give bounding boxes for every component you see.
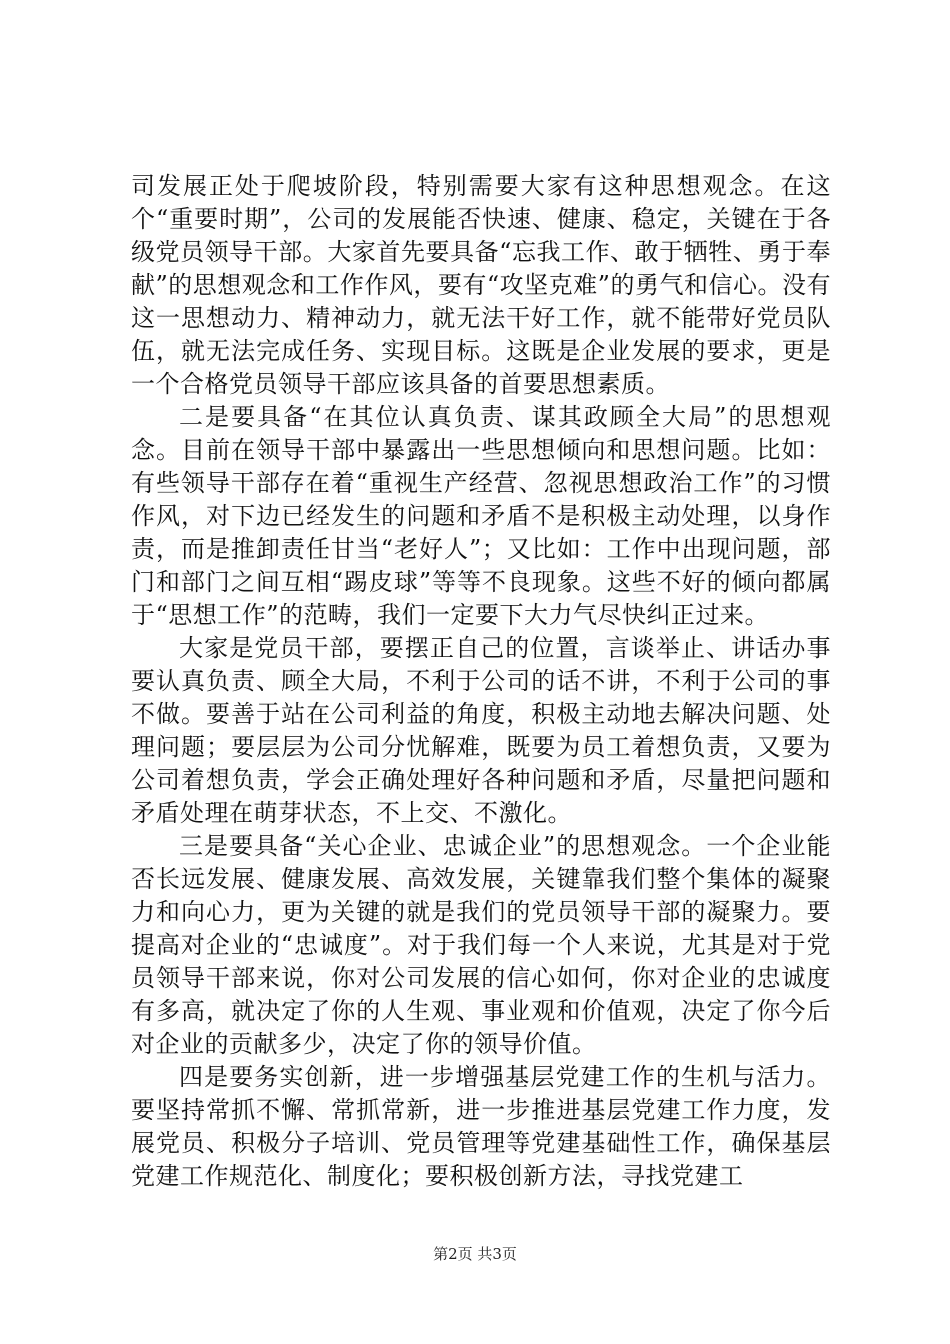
paragraph-2: 二是要具备“在其位认真负责、谋其政顾全大局”的思想观念。目前在领导干部中暴露出一些思想倾向和思想问题。比如：有些领导干部存在着“重视生产经营、忽视思想政治工作”的习惯作风，对下边已经发生的问题和矛盾不是积极主动处理，以身作责，而是推卸责任甘当“老好人”；又比如：工作中出现问题，部门和部门之间互相“踢皮球”等等不良现象。这些不好的倾向都属于“思想工作”的范畴，我们一定要下大力气尽快纠正过来。 bbox=[131, 403, 831, 629]
paragraph-5: 四是要务实创新，进一步增强基层党建工作的生机与活力。要坚持常抓不懈、常抓常新，进一步推进基层党建工作力度，发展党员、积极分子培训、党员管理等党建基础性工作，确保基层党建工作规范化、制度化；要积极创新方法，寻找党建工 bbox=[131, 1063, 831, 1190]
paragraph-3: 大家是党员干部，要摆正自己的位置，言谈举止、讲话办事要认真负责、顾全大局，不利于公司的话不讲，不利于公司的事不做。要善于站在公司利益的角度，积极主动地去解决问题、处理问题；要层层为公司分忧解难，既要为员工着想负责，又要为公司着想负责，学会正确处理好各种问题和矛盾，尽量把问题和矛盾处理在萌芽状态，不上交、不激化。 bbox=[131, 634, 831, 827]
paragraph-1: 司发展正处于爬坡阶段，特别需要大家有这种思想观念。在这个“重要时期”，公司的发展能否快速、健康、稳定，关键在于各级党员领导干部。大家首先要具备“忘我工作、敢于牺牲、勇于奉献”的思想观念和工作作风，要有“攻坚克难”的勇气和信心。没有这一思想动力、精神动力，就无法干好工作，就不能带好党员队伍，就无法完成任务、实现目标。这既是企业发展的要求，更是一个合格党员领导干部应该具备的首要思想素质。 bbox=[131, 172, 831, 398]
page-footer: 第2页 共3页 bbox=[433, 1245, 517, 1263]
paragraph-4: 三是要具备“关心企业、忠诚企业”的思想观念。一个企业能否长远发展、健康发展、高效发展，关键靠我们整个集体的凝聚力和向心力，更为关键的就是我们的党员领导干部的凝聚力。要提高对企业的“忠诚度”。对于我们每一个人来说，尤其是对于党员领导干部来说，你对公司发展的信心如何，你对企业的忠诚度有多高，就决定了你的人生观、事业观和价值观，决定了你今后对企业的贡献多少，决定了你的领导价值。 bbox=[131, 832, 831, 1058]
document-body bbox=[131, 170, 831, 1193]
